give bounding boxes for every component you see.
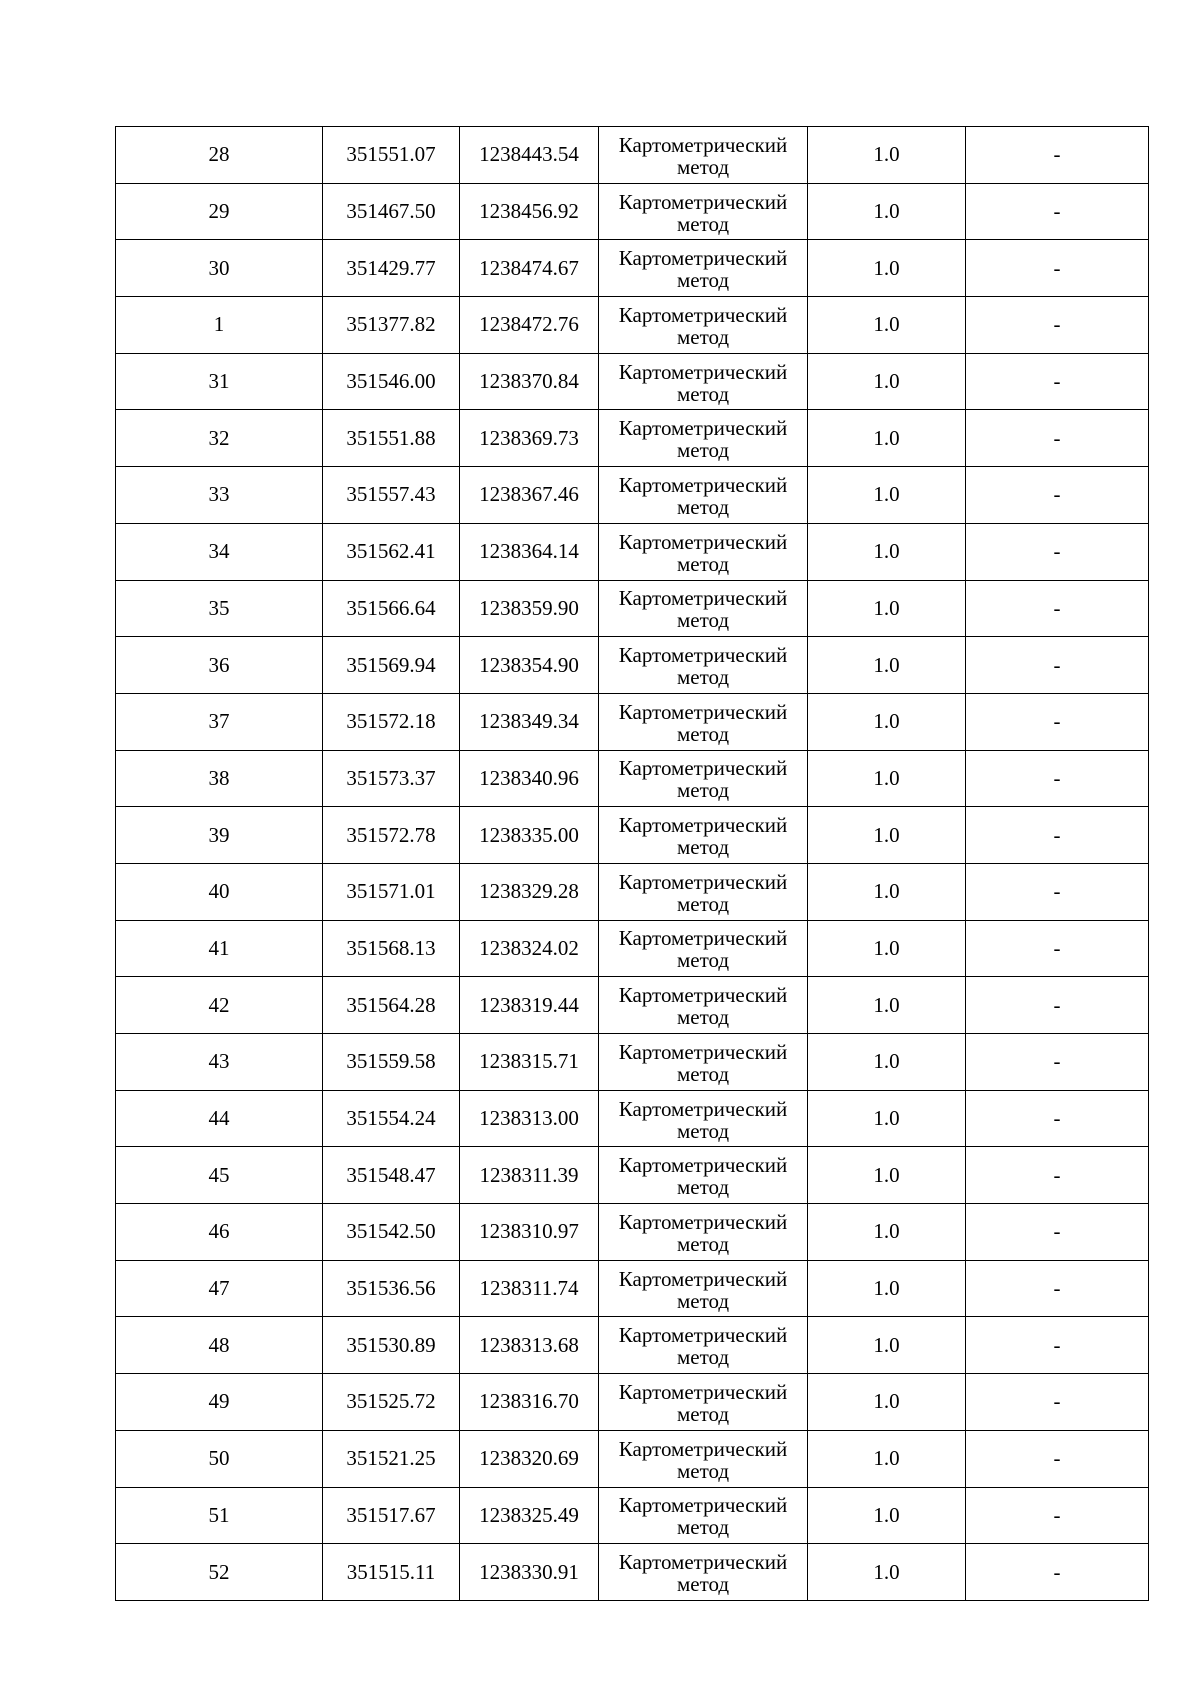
- point-number-cell: 41: [116, 920, 323, 977]
- method-line-2: метод: [676, 835, 730, 860]
- y-coordinate-cell: 1238329.28: [460, 863, 599, 920]
- accuracy-cell: 1.0: [808, 1204, 966, 1261]
- accuracy-cell: 1.0: [808, 183, 966, 240]
- y-coordinate-cell: 1238330.91: [460, 1544, 599, 1601]
- method-cell: [599, 637, 808, 694]
- table-row: [116, 1034, 1149, 1091]
- method-line-2: метод: [676, 608, 730, 633]
- method-line-1: Картометрический: [618, 529, 788, 554]
- method-line-1: Картометрический: [618, 472, 788, 497]
- method-line-2: метод: [676, 721, 730, 746]
- table-row: [116, 1430, 1149, 1487]
- accuracy-cell: 1.0: [808, 750, 966, 807]
- x-coordinate-cell: 351548.47: [323, 1147, 460, 1204]
- method-cell: [599, 1090, 808, 1147]
- note-cell: -: [966, 977, 1149, 1034]
- method-line-1: Картометрический: [618, 1550, 788, 1575]
- x-coordinate-cell: 351551.88: [323, 410, 460, 467]
- accuracy-cell: 1.0: [808, 353, 966, 410]
- x-coordinate-cell: 351467.50: [323, 183, 460, 240]
- note-cell: -: [966, 1260, 1149, 1317]
- method-line-2: метод: [676, 154, 730, 179]
- method-line-1: Картометрический: [618, 869, 788, 894]
- y-coordinate-cell: 1238320.69: [460, 1430, 599, 1487]
- accuracy-cell: 1.0: [808, 1317, 966, 1374]
- table-row: [116, 807, 1149, 864]
- table-row: [116, 1317, 1149, 1374]
- y-coordinate-cell: 1238313.00: [460, 1090, 599, 1147]
- method-cell: [599, 1147, 808, 1204]
- table-row: [116, 240, 1149, 297]
- y-coordinate-cell: 1238369.73: [460, 410, 599, 467]
- table-row: [116, 580, 1149, 637]
- method-line-1: Картометрический: [618, 302, 788, 327]
- method-line-2: метод: [676, 1345, 730, 1370]
- method-cell: [599, 750, 808, 807]
- x-coordinate-cell: 351559.58: [323, 1034, 460, 1091]
- table-row: [116, 1260, 1149, 1317]
- y-coordinate-cell: 1238325.49: [460, 1487, 599, 1544]
- method-line-2: метод: [676, 1572, 730, 1597]
- method-cell: [599, 183, 808, 240]
- method-cell: [599, 410, 808, 467]
- note-cell: -: [966, 1147, 1149, 1204]
- y-coordinate-cell: 1238367.46: [460, 467, 599, 524]
- method-line-2: метод: [676, 1118, 730, 1143]
- x-coordinate-cell: 351525.72: [323, 1374, 460, 1431]
- point-number-cell: 33: [116, 467, 323, 524]
- accuracy-cell: 1.0: [808, 580, 966, 637]
- method-cell: [599, 523, 808, 580]
- x-coordinate-cell: 351377.82: [323, 297, 460, 354]
- method-cell: [599, 1544, 808, 1601]
- y-coordinate-cell: 1238443.54: [460, 127, 599, 184]
- method-line-1: Картометрический: [618, 1039, 788, 1064]
- point-number-cell: 30: [116, 240, 323, 297]
- method-cell: [599, 1204, 808, 1261]
- method-cell: [599, 1317, 808, 1374]
- note-cell: -: [966, 1204, 1149, 1261]
- note-cell: -: [966, 410, 1149, 467]
- method-line-2: метод: [676, 1175, 730, 1200]
- point-number-cell: 28: [116, 127, 323, 184]
- method-line-2: метод: [676, 324, 730, 349]
- accuracy-cell: 1.0: [808, 1374, 966, 1431]
- x-coordinate-cell: 351557.43: [323, 467, 460, 524]
- point-number-cell: 37: [116, 693, 323, 750]
- point-number-cell: 44: [116, 1090, 323, 1147]
- method-cell: [599, 1487, 808, 1544]
- table-row: [116, 1090, 1149, 1147]
- method-line-1: Картометрический: [618, 1096, 788, 1121]
- y-coordinate-cell: 1238310.97: [460, 1204, 599, 1261]
- table-row: [116, 1204, 1149, 1261]
- note-cell: -: [966, 1374, 1149, 1431]
- table-row: [116, 1374, 1149, 1431]
- method-line-1: Картометрический: [618, 359, 788, 384]
- table-row: [116, 1487, 1149, 1544]
- method-cell: [599, 240, 808, 297]
- method-cell: [599, 693, 808, 750]
- x-coordinate-cell: 351515.11: [323, 1544, 460, 1601]
- method-line-2: метод: [676, 1288, 730, 1313]
- method-line-1: Картометрический: [618, 1209, 788, 1234]
- accuracy-cell: 1.0: [808, 863, 966, 920]
- accuracy-cell: 1.0: [808, 977, 966, 1034]
- y-coordinate-cell: 1238354.90: [460, 637, 599, 694]
- accuracy-cell: 1.0: [808, 523, 966, 580]
- point-number-cell: 46: [116, 1204, 323, 1261]
- x-coordinate-cell: 351573.37: [323, 750, 460, 807]
- note-cell: -: [966, 127, 1149, 184]
- method-line-2: метод: [676, 1061, 730, 1086]
- method-cell: [599, 863, 808, 920]
- accuracy-cell: 1.0: [808, 1487, 966, 1544]
- method-cell: [599, 1034, 808, 1091]
- table-row: [116, 750, 1149, 807]
- table-row: [116, 297, 1149, 354]
- accuracy-cell: 1.0: [808, 297, 966, 354]
- point-number-cell: 48: [116, 1317, 323, 1374]
- y-coordinate-cell: 1238472.76: [460, 297, 599, 354]
- method-cell: [599, 807, 808, 864]
- x-coordinate-cell: 351530.89: [323, 1317, 460, 1374]
- x-coordinate-cell: 351542.50: [323, 1204, 460, 1261]
- accuracy-cell: 1.0: [808, 240, 966, 297]
- x-coordinate-cell: 351571.01: [323, 863, 460, 920]
- note-cell: -: [966, 750, 1149, 807]
- note-cell: -: [966, 1544, 1149, 1601]
- accuracy-cell: 1.0: [808, 693, 966, 750]
- note-cell: -: [966, 637, 1149, 694]
- x-coordinate-cell: 351562.41: [323, 523, 460, 580]
- y-coordinate-cell: 1238340.96: [460, 750, 599, 807]
- point-number-cell: 31: [116, 353, 323, 410]
- accuracy-cell: 1.0: [808, 1430, 966, 1487]
- y-coordinate-cell: 1238456.92: [460, 183, 599, 240]
- table-row: [116, 127, 1149, 184]
- accuracy-cell: 1.0: [808, 1090, 966, 1147]
- method-line-2: метод: [676, 1458, 730, 1483]
- method-line-2: метод: [676, 665, 730, 690]
- method-cell: [599, 1374, 808, 1431]
- method-cell: [599, 297, 808, 354]
- table-row: [116, 977, 1149, 1034]
- y-coordinate-cell: 1238315.71: [460, 1034, 599, 1091]
- table-row: [116, 1544, 1149, 1601]
- point-number-cell: 1: [116, 297, 323, 354]
- point-number-cell: 52: [116, 1544, 323, 1601]
- y-coordinate-cell: 1238349.34: [460, 693, 599, 750]
- method-line-2: метод: [676, 551, 730, 576]
- point-number-cell: 47: [116, 1260, 323, 1317]
- method-line-1: Картометрический: [618, 132, 788, 157]
- method-cell: [599, 977, 808, 1034]
- y-coordinate-cell: 1238313.68: [460, 1317, 599, 1374]
- table-row: [116, 920, 1149, 977]
- note-cell: -: [966, 183, 1149, 240]
- method-line-1: Картометрический: [618, 643, 788, 668]
- accuracy-cell: 1.0: [808, 920, 966, 977]
- method-cell: [599, 920, 808, 977]
- point-number-cell: 36: [116, 637, 323, 694]
- method-line-2: метод: [676, 778, 730, 803]
- method-line-2: метод: [676, 891, 730, 916]
- method-line-1: Картометрический: [618, 586, 788, 611]
- method-line-1: Картометрический: [618, 1436, 788, 1461]
- note-cell: -: [966, 353, 1149, 410]
- y-coordinate-cell: 1238324.02: [460, 920, 599, 977]
- table-row: [116, 523, 1149, 580]
- method-line-2: метод: [676, 438, 730, 463]
- note-cell: -: [966, 523, 1149, 580]
- x-coordinate-cell: 351564.28: [323, 977, 460, 1034]
- point-number-cell: 40: [116, 863, 323, 920]
- note-cell: -: [966, 920, 1149, 977]
- x-coordinate-cell: 351546.00: [323, 353, 460, 410]
- note-cell: -: [966, 1487, 1149, 1544]
- y-coordinate-cell: 1238316.70: [460, 1374, 599, 1431]
- x-coordinate-cell: 351536.56: [323, 1260, 460, 1317]
- accuracy-cell: 1.0: [808, 637, 966, 694]
- method-line-1: Картометрический: [618, 813, 788, 838]
- x-coordinate-cell: 351551.07: [323, 127, 460, 184]
- method-line-1: Картометрический: [618, 699, 788, 724]
- x-coordinate-cell: 351554.24: [323, 1090, 460, 1147]
- point-number-cell: 39: [116, 807, 323, 864]
- y-coordinate-cell: 1238311.39: [460, 1147, 599, 1204]
- point-number-cell: 45: [116, 1147, 323, 1204]
- method-cell: [599, 1260, 808, 1317]
- table-row: [116, 863, 1149, 920]
- note-cell: -: [966, 1034, 1149, 1091]
- point-number-cell: 51: [116, 1487, 323, 1544]
- method-line-2: метод: [676, 1231, 730, 1256]
- accuracy-cell: 1.0: [808, 807, 966, 864]
- point-number-cell: 43: [116, 1034, 323, 1091]
- x-coordinate-cell: 351568.13: [323, 920, 460, 977]
- y-coordinate-cell: 1238474.67: [460, 240, 599, 297]
- point-number-cell: 49: [116, 1374, 323, 1431]
- method-line-1: Картометрический: [618, 1323, 788, 1348]
- method-line-1: Картометрический: [618, 983, 788, 1008]
- method-line-2: метод: [676, 948, 730, 973]
- method-line-2: метод: [676, 1005, 730, 1030]
- point-number-cell: 50: [116, 1430, 323, 1487]
- accuracy-cell: 1.0: [808, 410, 966, 467]
- y-coordinate-cell: 1238359.90: [460, 580, 599, 637]
- point-number-cell: 42: [116, 977, 323, 1034]
- x-coordinate-cell: 351566.64: [323, 580, 460, 637]
- note-cell: -: [966, 240, 1149, 297]
- accuracy-cell: 1.0: [808, 1034, 966, 1091]
- accuracy-cell: 1.0: [808, 127, 966, 184]
- method-line-1: Картометрический: [618, 246, 788, 271]
- method-line-1: Картометрический: [618, 1493, 788, 1518]
- coordinates-table: [115, 126, 1149, 1601]
- accuracy-cell: 1.0: [808, 1147, 966, 1204]
- x-coordinate-cell: 351572.78: [323, 807, 460, 864]
- method-cell: [599, 1430, 808, 1487]
- note-cell: -: [966, 1317, 1149, 1374]
- accuracy-cell: 1.0: [808, 467, 966, 524]
- y-coordinate-cell: 1238370.84: [460, 353, 599, 410]
- method-line-1: Картометрический: [618, 1153, 788, 1178]
- note-cell: -: [966, 693, 1149, 750]
- point-number-cell: 32: [116, 410, 323, 467]
- table-row: [116, 467, 1149, 524]
- method-line-1: Картометрический: [618, 926, 788, 951]
- method-line-1: Картометрический: [618, 1266, 788, 1291]
- method-line-1: Картометрический: [618, 416, 788, 441]
- x-coordinate-cell: 351521.25: [323, 1430, 460, 1487]
- method-line-2: метод: [676, 211, 730, 236]
- method-line-2: метод: [676, 381, 730, 406]
- table-row: [116, 410, 1149, 467]
- table-row: [116, 353, 1149, 410]
- y-coordinate-cell: 1238335.00: [460, 807, 599, 864]
- table-row: [116, 183, 1149, 240]
- y-coordinate-cell: 1238319.44: [460, 977, 599, 1034]
- x-coordinate-cell: 351572.18: [323, 693, 460, 750]
- accuracy-cell: 1.0: [808, 1544, 966, 1601]
- method-cell: [599, 353, 808, 410]
- note-cell: -: [966, 580, 1149, 637]
- method-line-2: метод: [676, 268, 730, 293]
- table-row: [116, 693, 1149, 750]
- method-cell: [599, 580, 808, 637]
- method-cell: [599, 467, 808, 524]
- note-cell: -: [966, 1090, 1149, 1147]
- note-cell: -: [966, 863, 1149, 920]
- x-coordinate-cell: 351569.94: [323, 637, 460, 694]
- point-number-cell: 35: [116, 580, 323, 637]
- x-coordinate-cell: 351429.77: [323, 240, 460, 297]
- table-body: [116, 127, 1149, 1601]
- note-cell: -: [966, 807, 1149, 864]
- point-number-cell: 34: [116, 523, 323, 580]
- method-line-2: метод: [676, 1515, 730, 1540]
- method-line-1: Картометрический: [618, 189, 788, 214]
- point-number-cell: 38: [116, 750, 323, 807]
- note-cell: -: [966, 297, 1149, 354]
- note-cell: -: [966, 1430, 1149, 1487]
- accuracy-cell: 1.0: [808, 1260, 966, 1317]
- point-number-cell: 29: [116, 183, 323, 240]
- y-coordinate-cell: 1238311.74: [460, 1260, 599, 1317]
- x-coordinate-cell: 351517.67: [323, 1487, 460, 1544]
- table-row: [116, 1147, 1149, 1204]
- table-row: [116, 637, 1149, 694]
- note-cell: -: [966, 467, 1149, 524]
- y-coordinate-cell: 1238364.14: [460, 523, 599, 580]
- method-line-2: метод: [676, 1401, 730, 1426]
- method-line-2: метод: [676, 494, 730, 519]
- method-cell: [599, 127, 808, 184]
- method-line-1: Картометрический: [618, 1379, 788, 1404]
- method-line-1: Картометрический: [618, 756, 788, 781]
